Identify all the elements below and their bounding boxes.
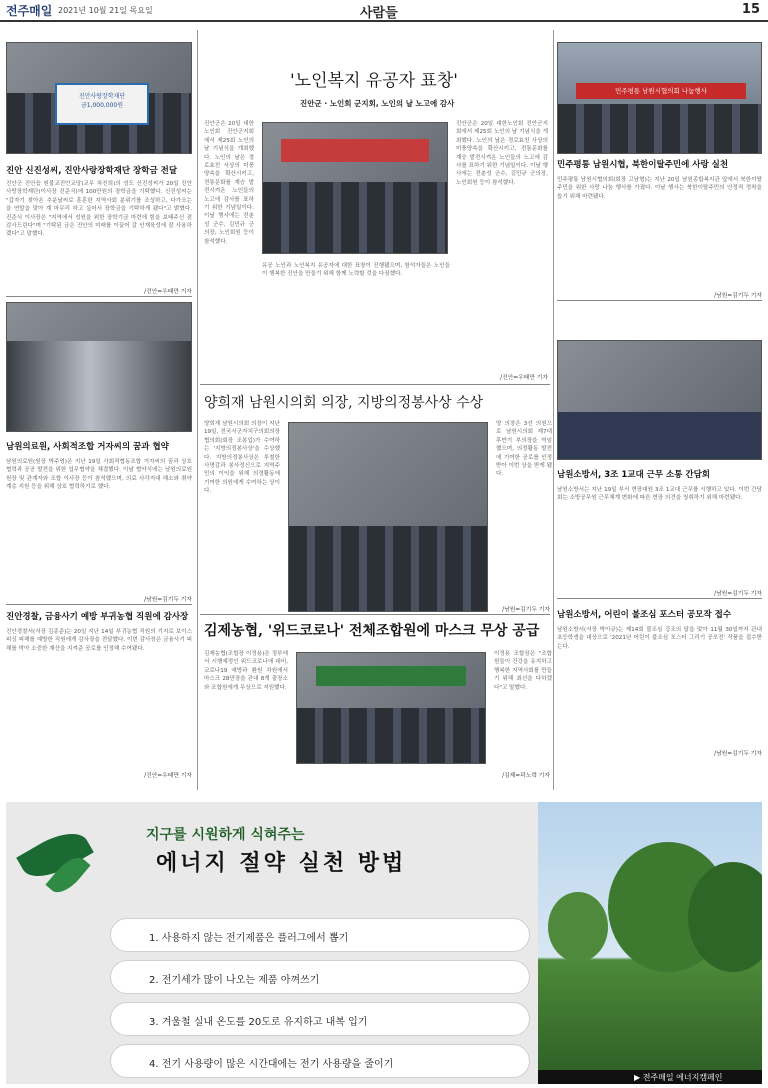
article-body-2: 이정용 조합장은 "조합원들이 건강을 유지하고 행복한 지역사회를 만들기 위해 최선을 다하겠다"고 말했다. <box>494 651 552 691</box>
article-title: 진안경찰, 금융사기 예방 부귀농협 직원에 감사장 <box>6 612 189 622</box>
article-body: 남원소방서는 지난 19일 부서 현장대원 3조 1교대 근무를 시행하고 있다. 이번 간담회는 소방공무원 근무체계 변화에 따른 현장 의견을 청취하기 위해 마련됐다. <box>557 487 762 502</box>
article-body: 진안군 진안읍 원불교진안교당(교무 차진희)의 성도 신진성씨가 20일 진안사랑장학재단(이사장 진준식)에 100만원의 장학금을 기탁했다. 신진성씨는 "갑자기 찾아온 추운날씨로 훈훈한 지역사회 분위기를 조성하고, 다가오는 을 연말을 맞아 계 마무리 하고 싶어서 장학금을 기탁하게 됐다"고 밝혔다. 진준식 이사장은 "지역에서 성원을 위한 장학기금 마련에 힘을 보태주신 점 감사드린다"며 "기탁된 금은 진안의 미래를 이끌어 갈 인재육성에 잘 사용하겠다"고 말했다. <box>6 181 192 238</box>
article-body: 진안군은 20일 대한노인회 진안군지회에서 제25회 노인의 날 기념식을 개최했다. 노인의 날은 경로효친 사상의 미풍양속을 확산시키고, 전통문화를 계승 발전시켜온 노인들의 노고에 감사를 표하기 위한 기념일이다. 이날 행사에는 전춘성 군수, 김민규 군의장, 노인회원 등이 참석했다. <box>204 121 254 245</box>
byline: /진안=우태만 기자 <box>144 773 192 779</box>
article-body: 양희재 남원시의회 의장이 지난 19일, 전국시군자치구의회의장협의회(회장 조봉업)가 수여하는 '지방의정봉사상'을 수상했다. 지방의정봉사상은 투철한 사명감과 봉사정신으로 지역주민의 이익을 위해 의정활동에 기여한 의원에게 수여하는 상이다. <box>204 421 280 495</box>
newspaper-logo: 전주매일 <box>6 4 53 18</box>
scholarship-photo <box>6 42 192 154</box>
agreement-photo <box>6 302 192 432</box>
tip-item: 2. 전기세가 많이 나오는 제품 아껴쓰기 <box>110 960 530 994</box>
headline: 김제농협, '위드코로나' 전체조합원에 마스크 무상 공급 <box>204 623 540 639</box>
byline: /진안=우태만 기자 <box>144 289 192 295</box>
council-photo <box>288 422 488 612</box>
byline: /남원=김기두 기자 <box>714 591 762 597</box>
mask-photo <box>296 652 486 764</box>
byline: /남원=김기두 기자 <box>714 751 762 757</box>
article-body-2: 유공 노인과 노인복지 유공자에 대한 표창이 진행됐으며, 참석자들은 노인들이 행복한 진안을 만들기 위해 함께 노력할 것을 다짐했다. <box>262 263 450 278</box>
article-title: 남원의료원, 사회적조합 거자씨의 꿈과 협약 <box>6 442 169 452</box>
byline: /남원=김기두 기자 <box>502 607 550 613</box>
byline: /김제=곽노력 기자 <box>502 773 550 779</box>
headline: '노인복지 유공자 표창' <box>290 71 458 91</box>
ad-slogan: 지구를 시원하게 식혀주는 <box>146 827 305 843</box>
article-body-3: 진안군은 20일 대한노인회 진안군지회에서 제25회 노인의 날 기념식을 개최했다. 노인의 날은 경로효친 사상의 미풍양속을 확산시키고, 전통문화를 계승 발전시켜온 노인들의 노고에 감사를 표하기 위한 기념일이다. 이날 행사에는 전춘성 군수, 김민규 군의장, 노인회원 등이 참석했다. <box>456 121 548 186</box>
ad-title: 에너지 절약 실천 방법 <box>156 851 407 876</box>
forest-photo <box>538 802 762 1084</box>
tip-item: 1. 사용하지 않는 전기제품은 플러그에서 뽑기 <box>110 918 530 952</box>
byline: /진안=우태만 기자 <box>500 375 548 381</box>
article-body-2: 양 의장은 3선 의원으로 남원시의회 제7대 후반기 부의장을 역임했으며, 의정활동 발전에 기여한 공로를 인정받아 이번 상을 받게 됐다. <box>496 421 552 478</box>
award-photo <box>262 122 448 254</box>
article-title: 진안 신진성씨, 진안사랑장학재단 장학금 전달 <box>6 166 178 176</box>
issue-date: 2021년 10월 21일 목요일 <box>58 6 153 15</box>
tip-item: 3. 겨울철 실내 온도를 20도로 유지하고 내복 입기 <box>110 1002 530 1036</box>
article-body: 민주평통 남원시협의회(회장 고남형)는 지난 20일 남원종합복지관 앞에서 북한이탈주민을 위한 사랑 나눔 행사를 가졌다. 이날 행사는 북한이탈주민의 안정적 정착을 돕기 위해 마련됐다. <box>557 177 762 200</box>
headline: 양희재 남원시의회 의장, 지방의정봉사상 수상 <box>204 395 484 411</box>
unification-photo: 민주평통 남원시협의회 나눔행사 <box>557 42 762 154</box>
section-title: 사람들 <box>360 6 398 21</box>
campaign-footer: ▶ 전주매일 에너지캠페인 <box>538 1070 762 1084</box>
page-header <box>0 0 768 22</box>
byline: /남원=김기두 기자 <box>144 597 192 603</box>
article-body: 김제농협(조합장 이정용)은 정부에서 시행예정인 위드코로나에 대비, 코로나19 예방과 환원 차원에서 마스크 28만장을 관내 8개 출장소와 조합원에게 무상으로 지원했다. <box>204 651 288 691</box>
fire-station-photo <box>557 340 762 460</box>
byline: /남원=김기두 기자 <box>714 293 762 299</box>
article-body: 남원소방서(서장 박이규)는 제14회 불조심 강조의 달을 맞아 11월 30일까지 관내 초등학생을 대상으로 '2021년 어린이 불조심 포스터 그리기 공모전' 작품을 접수받는다. <box>557 627 762 650</box>
subheadline: 진안군 · 노인회 군지회, 노인의 날 노고에 감사 <box>300 99 455 108</box>
article-title: 남원소방서, 3조 1교대 근무 소통 간담회 <box>557 470 711 480</box>
tip-item: 4. 전기 사용량이 많은 시간대에는 전기 사용량을 줄이기 <box>110 1044 530 1078</box>
cheque-board: 진안사랑장학재단 금1,000,000원 <box>55 83 149 125</box>
page-number: 15 <box>741 2 760 17</box>
article-body: 진안경찰서(서장 김종준)는 20일 지난 14일 부귀농협 직원의 기지로 보이스피싱 피해를 예방한 직원에게 감사장을 전달했다. 이번 감사장은 금융사기 피해를 막아 소중한 재산을 지켜준 공로를 인정해 수여됐다. <box>6 629 192 652</box>
article-body: 남원의료원(원장 박주영)은 지난 19일 사회적협동조합 거자씨의 꿈과 상호협력과 공공 발전을 위한 업무협약을 체결했다. 이날 협약식에는 남원의료원 원장 및 관계자와 조합 이사장 등이 참석했으며, 의료 사각지대 해소와 취약계층 지원 등을 위해 상호 협력하기로 했다. <box>6 459 192 491</box>
article-title: 남원소방서, 어린이 불조심 포스터 공모작 접수 <box>557 610 732 620</box>
energy-campaign-ad <box>6 802 762 1084</box>
article-title: 민주평통 남원시협, 북한이탈주민에 사랑 실천 <box>557 160 729 170</box>
